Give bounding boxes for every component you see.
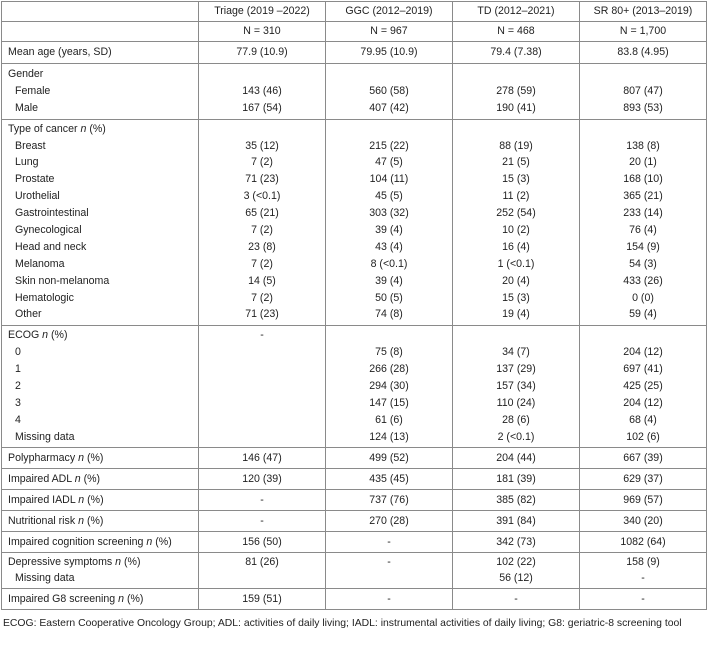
row-label xyxy=(2,489,199,510)
value: 104 (11) xyxy=(369,173,409,186)
table-cell: 270 (28) xyxy=(326,510,453,531)
value: 407 (42) xyxy=(369,101,409,114)
heading-suffix: (%) xyxy=(126,593,144,606)
value: 56 (12) xyxy=(499,572,533,585)
table-cell: - xyxy=(199,510,326,531)
value xyxy=(326,570,452,587)
table-cell: 499 (52) xyxy=(326,447,453,468)
value: 1 (<0.1) xyxy=(497,257,535,270)
value: 20 (1) xyxy=(629,156,657,169)
value: 697 (41) xyxy=(623,363,663,376)
table-cell: 969 (57) xyxy=(580,489,707,510)
value: 154 (9) xyxy=(626,240,660,253)
group-heading xyxy=(8,327,198,344)
row-label xyxy=(8,554,198,571)
header-cell-triage: Triage (2019 –2022) xyxy=(199,2,326,22)
row-label: Melanoma xyxy=(15,257,65,270)
table-cell: 737 (76) xyxy=(326,489,453,510)
table-cell: 79.4 (7.38) xyxy=(453,42,580,64)
table-cell: 77.9 (10.9) xyxy=(199,42,326,64)
value: 560 (58) xyxy=(369,84,409,97)
table-cell xyxy=(199,552,326,589)
table-cell: - xyxy=(326,531,453,552)
value: 61 (6) xyxy=(375,413,403,426)
value: 11 (2) xyxy=(502,190,530,203)
value: 266 (28) xyxy=(369,363,409,376)
value xyxy=(199,395,325,412)
table-cell xyxy=(326,326,453,447)
value: 34 (7) xyxy=(502,346,530,359)
table-cell xyxy=(453,119,580,326)
characteristics-table xyxy=(1,1,707,610)
sample-size-td: N = 468 xyxy=(453,22,580,42)
value: 15 (3) xyxy=(502,173,530,186)
group-labels xyxy=(2,552,199,589)
row-label: Skin non-melanoma xyxy=(15,274,110,287)
value: 59 (4) xyxy=(629,308,657,321)
value: 138 (8) xyxy=(626,139,660,152)
sample-size-ggc: N = 967 xyxy=(326,22,453,42)
table-cell xyxy=(326,119,453,326)
value xyxy=(199,344,325,361)
value: 168 (10) xyxy=(623,173,663,186)
heading-italic: n xyxy=(42,329,49,342)
sample-size-sr80: N = 1,700 xyxy=(580,22,707,42)
table-cell xyxy=(580,119,707,326)
value: 88 (19) xyxy=(499,139,533,152)
table-row xyxy=(2,510,707,531)
table-row-group xyxy=(2,119,707,326)
table-cell xyxy=(326,552,453,589)
table-cell xyxy=(453,64,580,120)
value: 143 (46) xyxy=(242,84,282,97)
value: 8 (<0.1) xyxy=(370,257,408,270)
table-cell xyxy=(580,552,707,589)
heading-italic: n xyxy=(78,493,85,506)
value: 147 (15) xyxy=(369,396,409,409)
table-cell xyxy=(199,64,326,120)
value: 19 (4) xyxy=(502,308,530,321)
value: - xyxy=(641,572,645,585)
row-label: Missing data xyxy=(15,430,75,443)
value: 204 (12) xyxy=(623,346,663,359)
value: 39 (4) xyxy=(375,224,403,237)
heading-text: Nutritional risk xyxy=(8,514,76,527)
value: 7 (2) xyxy=(251,156,273,169)
table-row-group xyxy=(2,326,707,447)
table-cell: 156 (50) xyxy=(199,531,326,552)
value: 65 (21) xyxy=(245,207,279,220)
value: 294 (30) xyxy=(369,380,409,393)
value: 47 (5) xyxy=(375,156,403,169)
heading-text: Impaired G8 screening xyxy=(8,593,116,606)
value: 158 (9) xyxy=(626,555,660,568)
table-cell xyxy=(453,326,580,447)
value: 43 (4) xyxy=(375,240,403,253)
sample-size-row xyxy=(2,22,707,42)
value: 0 (0) xyxy=(632,291,654,304)
row-label xyxy=(2,531,199,552)
table-row xyxy=(2,468,707,489)
row-label xyxy=(2,468,199,489)
value: 35 (12) xyxy=(245,139,279,152)
value: 71 (23) xyxy=(245,308,279,321)
table-cell: 391 (84) xyxy=(453,510,580,531)
row-label: Head and neck xyxy=(15,240,87,253)
value: 365 (21) xyxy=(623,190,663,203)
table-row xyxy=(2,489,707,510)
heading-italic: n xyxy=(74,472,81,485)
value: 28 (6) xyxy=(502,413,530,426)
heading-italic: n xyxy=(146,535,153,548)
row-label: Urothelial xyxy=(15,190,60,203)
value: 7 (2) xyxy=(251,257,273,270)
table-cell: - xyxy=(453,589,580,610)
heading-italic: n xyxy=(78,514,84,527)
heading-italic: n xyxy=(78,451,84,464)
table-cell xyxy=(580,326,707,447)
value xyxy=(199,429,325,446)
row-label xyxy=(2,510,199,531)
heading-text: Impaired cognition screening xyxy=(8,535,144,548)
heading-suffix: (%) xyxy=(51,329,68,342)
table-row-group xyxy=(2,552,707,589)
row-label: Gastrointestinal xyxy=(15,207,89,220)
row-label xyxy=(2,589,199,610)
value: 39 (4) xyxy=(375,274,403,287)
heading-text: Type of cancer xyxy=(8,122,78,135)
heading-italic: n xyxy=(80,122,87,135)
table-cell: 667 (39) xyxy=(580,447,707,468)
value: 167 (54) xyxy=(242,101,282,114)
table-cell: 181 (39) xyxy=(453,468,580,489)
value: 102 (6) xyxy=(626,430,660,443)
value: 15 (3) xyxy=(502,291,530,304)
row-label: 0 xyxy=(15,346,21,359)
table-cell: 1082 (64) xyxy=(580,531,707,552)
value: 71 (23) xyxy=(245,173,279,186)
value: - xyxy=(387,555,391,568)
table-footnote: ECOG: Eastern Cooperative Oncology Group; ADL: activities of daily living; IADL: instrumental activities of daily living; G8: geriatric-8 screening tool xyxy=(3,618,682,630)
row-label: Mean age (years, SD) xyxy=(2,42,199,64)
value: 45 (5) xyxy=(375,190,403,203)
row-label: Male xyxy=(15,101,38,114)
group-labels xyxy=(2,326,199,447)
row-label xyxy=(2,447,199,468)
value: 278 (59) xyxy=(496,84,536,97)
value: 54 (3) xyxy=(629,257,657,270)
sample-size-triage: N = 310 xyxy=(199,22,326,42)
heading-text: Impaired IADL xyxy=(8,493,76,506)
value: 7 (2) xyxy=(251,224,273,237)
table-cell: 204 (44) xyxy=(453,447,580,468)
value: 425 (25) xyxy=(623,380,663,393)
row-label: Missing data xyxy=(15,572,75,585)
heading-text: Polypharmacy xyxy=(8,451,76,464)
table-cell: 385 (82) xyxy=(453,489,580,510)
table-cell: - xyxy=(199,489,326,510)
table-cell: 342 (73) xyxy=(453,531,580,552)
table-cell: 83.8 (4.95) xyxy=(580,42,707,64)
table-cell xyxy=(326,64,453,120)
table-cell: 159 (51) xyxy=(199,589,326,610)
table-cell: 435 (45) xyxy=(326,468,453,489)
value: 124 (13) xyxy=(369,430,409,443)
table-cell: 79.95 (10.9) xyxy=(326,42,453,64)
group-heading xyxy=(8,121,198,138)
value: 7 (2) xyxy=(251,291,273,304)
value: 110 (24) xyxy=(496,396,536,409)
value: 16 (4) xyxy=(502,240,530,253)
heading-suffix: (%) xyxy=(86,451,104,464)
heading-italic: n xyxy=(118,593,125,606)
value: 21 (5) xyxy=(502,156,530,169)
value xyxy=(199,378,325,395)
table-row xyxy=(2,447,707,468)
row-label: Hematologic xyxy=(15,291,74,304)
value: 68 (4) xyxy=(629,413,657,426)
table-cell: 340 (20) xyxy=(580,510,707,531)
table-cell: 146 (47) xyxy=(199,447,326,468)
heading-text: Impaired ADL xyxy=(8,472,72,485)
heading-suffix: (%) xyxy=(87,493,104,506)
value: 20 (4) xyxy=(502,274,530,287)
value: 76 (4) xyxy=(629,224,657,237)
heading-suffix: (%) xyxy=(86,514,104,527)
group-heading: Gender xyxy=(8,68,44,80)
value: 157 (34) xyxy=(496,380,536,393)
header-cell-sr80: SR 80+ (2013–2019) xyxy=(580,2,707,22)
value: 303 (32) xyxy=(369,207,409,220)
table-cell xyxy=(453,552,580,589)
value xyxy=(199,570,325,587)
value: 3 (<0.1) xyxy=(243,190,281,203)
table-row xyxy=(2,589,707,610)
value: 190 (41) xyxy=(496,101,536,114)
heading-suffix: (%) xyxy=(83,472,101,485)
header-cell-blank xyxy=(2,2,199,22)
value: 204 (12) xyxy=(623,396,663,409)
value: 14 (5) xyxy=(248,274,276,287)
value: 23 (8) xyxy=(248,240,276,253)
group-labels xyxy=(2,119,199,326)
row-label: Female xyxy=(15,84,51,97)
value: 10 (2) xyxy=(502,224,530,237)
table-cell xyxy=(580,64,707,120)
value xyxy=(199,361,325,378)
table-cell: 629 (37) xyxy=(580,468,707,489)
table-cell: - xyxy=(580,589,707,610)
value: 807 (47) xyxy=(623,84,663,97)
table-row xyxy=(2,531,707,552)
table-header-row xyxy=(2,2,707,22)
table-row xyxy=(2,42,707,64)
value: 137 (29) xyxy=(496,363,536,376)
table-row-group xyxy=(2,64,707,120)
value: 233 (14) xyxy=(623,207,663,220)
heading-italic: n xyxy=(115,555,122,568)
table-cell: - xyxy=(326,589,453,610)
row-label: Gynecological xyxy=(15,224,82,237)
row-label: Breast xyxy=(15,139,46,152)
value: 74 (8) xyxy=(375,308,403,321)
row-label: 1 xyxy=(15,363,21,376)
table-cell: 120 (39) xyxy=(199,468,326,489)
value: 75 (8) xyxy=(375,346,403,359)
heading-text: Depressive symptoms xyxy=(8,555,113,568)
row-label: 4 xyxy=(15,413,21,426)
table-cell xyxy=(199,119,326,326)
header-cell-ggc: GGC (2012–2019) xyxy=(326,2,453,22)
heading-text: ECOG xyxy=(8,329,40,342)
value: 433 (26) xyxy=(623,274,663,287)
row-label: Prostate xyxy=(15,173,55,186)
heading-suffix: (%) xyxy=(89,122,106,135)
value: - xyxy=(260,329,264,342)
value: 102 (22) xyxy=(496,555,536,568)
value: 252 (54) xyxy=(496,207,536,220)
value: 2 (<0.1) xyxy=(497,430,535,443)
value: 81 (26) xyxy=(245,555,279,568)
sample-size-blank xyxy=(2,22,199,42)
header-cell-td: TD (2012–2021) xyxy=(453,2,580,22)
heading-suffix: (%) xyxy=(155,535,172,548)
heading-suffix: (%) xyxy=(124,555,141,568)
value xyxy=(199,412,325,429)
value: 50 (5) xyxy=(375,291,403,304)
value: 893 (53) xyxy=(623,101,663,114)
row-label: 2 xyxy=(15,380,21,393)
row-label: Lung xyxy=(15,156,39,169)
row-label: 3 xyxy=(15,396,21,409)
row-label: Other xyxy=(15,308,42,321)
group-labels xyxy=(2,64,199,120)
value: 215 (22) xyxy=(369,139,409,152)
table-cell xyxy=(199,326,326,447)
